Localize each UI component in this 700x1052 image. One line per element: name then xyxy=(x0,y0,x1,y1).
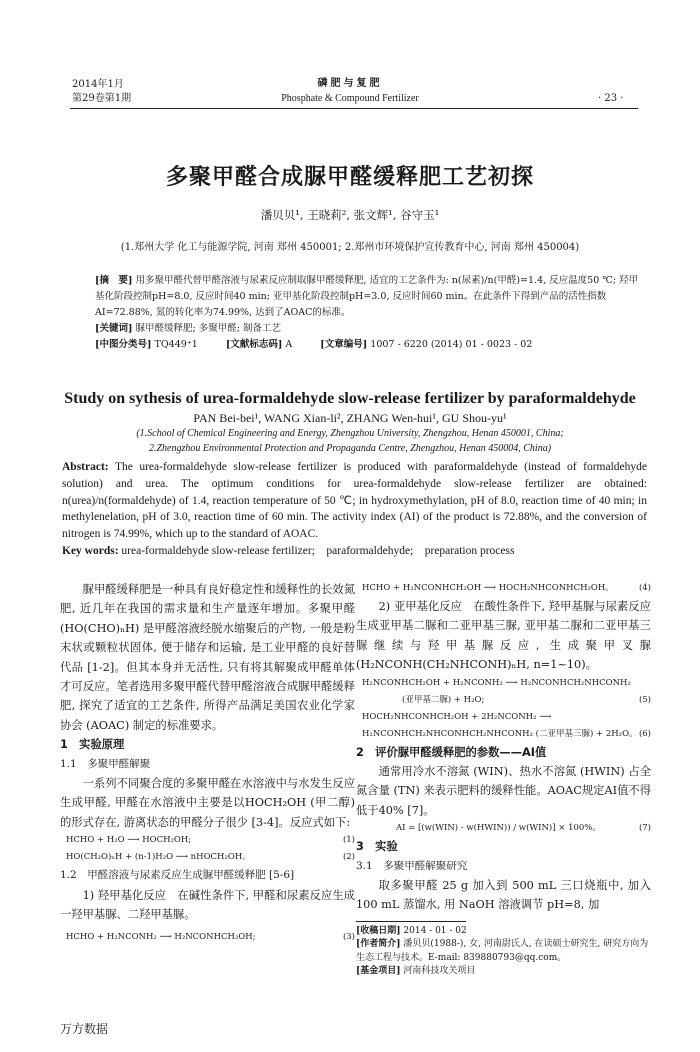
footnote-fund xyxy=(356,965,651,979)
abstract-cn-text: 用多聚甲醛代替甲醛溶液与尿素反应制取脲甲醛缓释肥, 适宜的工艺条件为: n(尿素)/n(甲醛)=1.4, 反应温度50 ℃; 羟甲基化阶段控制pH=8.0, 反应时间40 min; 亚甲基化阶段控制pH=3.0, 反应时间60 min。在此条件下得到产品的活性指数AI=72.88%, 氮的转化率为74.99%, 达到了AOAC的标准。 xyxy=(95,275,639,318)
doc-code-label: [文献标志码] xyxy=(225,339,283,350)
header-journal-en: Phosphate & Compound Fertilizer xyxy=(281,93,419,104)
equation-5-text: (亚甲基二脲) + H₂O; xyxy=(402,694,485,705)
header-journal-cn: 磷肥与复肥 xyxy=(317,78,383,89)
footnote-author-value: 潘贝贝(1988-), 女, 河南尉氏人, 在读硕士研究生, 研究方向为生态工程与技术。E-mail: 839880793@qq.com。 xyxy=(356,939,649,963)
equation-3-number: (3) xyxy=(342,931,355,942)
equation-4 xyxy=(356,580,651,597)
abstract-cn xyxy=(95,273,645,353)
abstract-en xyxy=(62,459,647,560)
paragraph-3-1: 取多聚甲醛 25 g 加入到 500 mL 三口烧瓶中, 加入 100 mL 蒸馏水, 用 NaOH 溶液调节 pH=8, 加 xyxy=(356,879,651,912)
footnote-received xyxy=(356,925,651,939)
intro-paragraph: 脲甲醛缓释肥是一种具有良好稳定性和缓释性的长效氮肥, 近几年在我国的需求量和生产量逐年增加。多聚甲醛 (HO(CHO)ₙH) 是甲醛溶液经脱水缩聚后的产物, 一般是粉末状或颗粒状固体, 便于储存和运输, 是工业甲醛的良好替代品 [1-2]。但其本身并无活性, 只有将其解聚成甲醛单体才可反应。笔者选用多聚甲醛代替甲醛溶液合成脲甲醛缓释肥, 探究了适宜的工艺条件, 所得产品满足美国农业化学家协会 (AOAC) 制定的标准要求。 xyxy=(60,583,355,732)
paragraph-methylenation: 2) 亚甲基化反应 在酸性条件下, 羟甲基脲与尿素反应生成亚甲基二脲和二亚甲基三脲, 亚甲基二脲和二亚甲基三脲继续与羟甲基脲反应, 生成聚甲叉脲 (H₂NCONH(CH₂NHCONH)ₙH, n=1~10)。 xyxy=(356,600,651,672)
footnote-fund-value: 河南科技攻关项目 xyxy=(403,966,476,977)
header-page-number: · 23 · xyxy=(598,93,624,104)
footnote-received-value: 2014 - 01 - 02 xyxy=(403,925,467,936)
left-column xyxy=(60,580,355,946)
equation-3 xyxy=(60,929,355,946)
affiliation-cn: (1.郑州大学 化工与能源学院, 河南 郑州 450001; 2.郑州市环境保护宣传教育中心, 河南 郑州 450004) xyxy=(120,242,580,253)
article-no-value: 1007 - 6220 (2014) 01 - 0023 - 02 xyxy=(370,339,533,350)
header-date: 2014年1月 xyxy=(72,79,124,90)
equation-4-text: HCHO + H₂NCONHCH₂OH ⟶ HOCH₂NHCONHCH₂OH。 xyxy=(362,583,614,593)
equation-5-number: (5) xyxy=(638,694,651,705)
affiliation-en-1: (1.School of Chemical Engineering and Energy, Zhengzhou University, Zhengzhou, Henan 450001, China; xyxy=(136,428,564,439)
footnote-author-label: [作者简介] xyxy=(356,939,401,950)
doc-code-value: A xyxy=(285,339,293,350)
page-title-cn: 多聚甲醛合成脲甲醛缓释肥工艺初探 xyxy=(165,165,534,190)
section-2-heading: 2 评价脲甲醛缓释肥的参数——AI值 xyxy=(356,745,547,759)
paragraph-ai: 通常用冷水不溶氮 (WIN)、热水不溶氮 (HWIN) 占全氮含量 (TN) 来表示肥料的缓释性能。AOAC规定AI值不得低于40% [7]。 xyxy=(356,765,651,817)
paragraph-1-1: 一系列不同聚合度的多聚甲醛在水溶液中与水发生反应生成甲醛, 甲醛在水溶液中主要是以HOCH₂OH (甲二醇) 的形式存在, 游离状态的甲醛分子很少 [3-4]。反应式如下: xyxy=(60,777,355,829)
section-1-heading: 1 实验原理 xyxy=(60,738,125,752)
section-3-1-heading: 3.1 多聚甲醛解聚研究 xyxy=(356,859,468,872)
equation-1-text: HCHO + H₂O ⟶ HOCH₂OH; xyxy=(66,835,192,846)
paragraph-1-2: 1) 羟甲基化反应 在碱性条件下, 甲醛和尿素反应生成一羟甲基脲、二羟甲基脲。 xyxy=(60,888,355,922)
article-no-label: [文章编号] xyxy=(320,339,368,350)
footnote-fund-label: [基金项目] xyxy=(356,966,401,977)
equation-5-line-1: H₂NCONHCH₂OH + H₂NCONH₂ ⟶ H₂NCONHCH₂NHCONH₂ xyxy=(362,677,631,688)
equation-6-line-2 xyxy=(356,726,651,743)
equation-1-number: (1) xyxy=(342,835,355,846)
equation-6-text: H₂NCONHCH₂NHCONHCH₂NHCONH₂ (二亚甲基三脲) + 2H₂O。 xyxy=(362,728,638,739)
clc-label: [中图分类号] xyxy=(95,339,152,350)
equation-2 xyxy=(60,849,355,866)
equation-5-line-2 xyxy=(356,692,651,709)
equation-4-number: (4) xyxy=(638,583,651,593)
equation-6-line-1: HOCH₂NHCONHCH₂OH + 2H₂NCONH₂ ⟶ xyxy=(362,711,552,722)
right-column xyxy=(356,580,651,979)
abstract-en-label: Abstract: xyxy=(62,461,109,473)
footnote-received-label: [收稿日期] xyxy=(356,925,401,936)
keywords-cn-label: [关键词] xyxy=(95,323,133,334)
header-rule xyxy=(70,108,638,109)
keywords-en: urea-formaldehyde slow-release fertilizer; paraformaldehyde; preparation process xyxy=(121,544,515,557)
equation-7-number: (7) xyxy=(638,823,651,834)
equation-6-number: (6) xyxy=(638,728,651,739)
equation-1 xyxy=(60,832,355,849)
clc-value: TQ449⁺1 xyxy=(154,339,198,350)
section-3-heading: 3 实验 xyxy=(356,840,398,854)
authors-cn: 潘贝贝¹, 王晓莉², 张文辉¹, 谷守玉¹ xyxy=(260,208,440,222)
watermark-text: 万方数据 xyxy=(60,1022,109,1036)
footnote-author xyxy=(356,938,651,965)
authors-en: PAN Bei-bei¹, WANG Xian-li², ZHANG Wen-hui¹, GU Shou-yu¹ xyxy=(193,411,507,425)
page-title-en: Study on sythesis of urea-formaldehyde slow-release fertilizer by paraformaldehyde xyxy=(64,390,636,407)
affiliation-en-2: 2.Zhengzhou Environmental Protection and Propaganda Centre, Zhengzhou, Henan 450004, China) xyxy=(148,443,552,454)
equation-2-number: (2) xyxy=(342,852,355,863)
keywords-en-label: Key words: xyxy=(62,544,119,557)
abstract-en-text: The urea-formaldehyde slow-release fertilizer is produced with paraformaldehyde (instead of formaldehyde solution) and urea. The optimum conditions for urea-formaldehyde slow-release fertilizer are obtained: n(urea)/n(formaldehyde) of 1.4, reaction temperature of 50 ℃; in hydroxymethylation, pH of 8.0, reaction time of 40 min; in methylenelation, pH of 3.0, reaction time of 60 min. The activity index (AI) of the product is 72.88%, and the conversion of nitrogen is 74.99%, which up to the standard of AOAC. xyxy=(62,461,648,541)
footnote-rule xyxy=(356,921,466,922)
keywords-cn: 脲甲醛缓释肥; 多聚甲醛; 制备工艺 xyxy=(135,323,281,334)
equation-3-text: HCHO + H₂NCONH₂ ⟶ H₂NCONHCH₂OH; xyxy=(66,931,256,942)
section-1-2-heading: 1.2 甲醛溶液与尿素反应生成脲甲醛缓释肥 [5-6] xyxy=(60,869,295,882)
equation-7-text: AI = [(w(WIN) - w(HWIN)) / w(WIN)] × 100%。 xyxy=(396,823,601,834)
section-1-1-heading: 1.1 多聚甲醛解聚 xyxy=(60,757,151,770)
equation-2-text: HO(CH₂O)ₙH + (n-1)H₂O ⟶ nHOCH₂OH。 xyxy=(66,852,251,863)
abstract-cn-label: [摘 要] xyxy=(95,275,133,286)
equation-7 xyxy=(356,820,651,837)
header-volume: 第29卷第1期 xyxy=(72,93,132,104)
